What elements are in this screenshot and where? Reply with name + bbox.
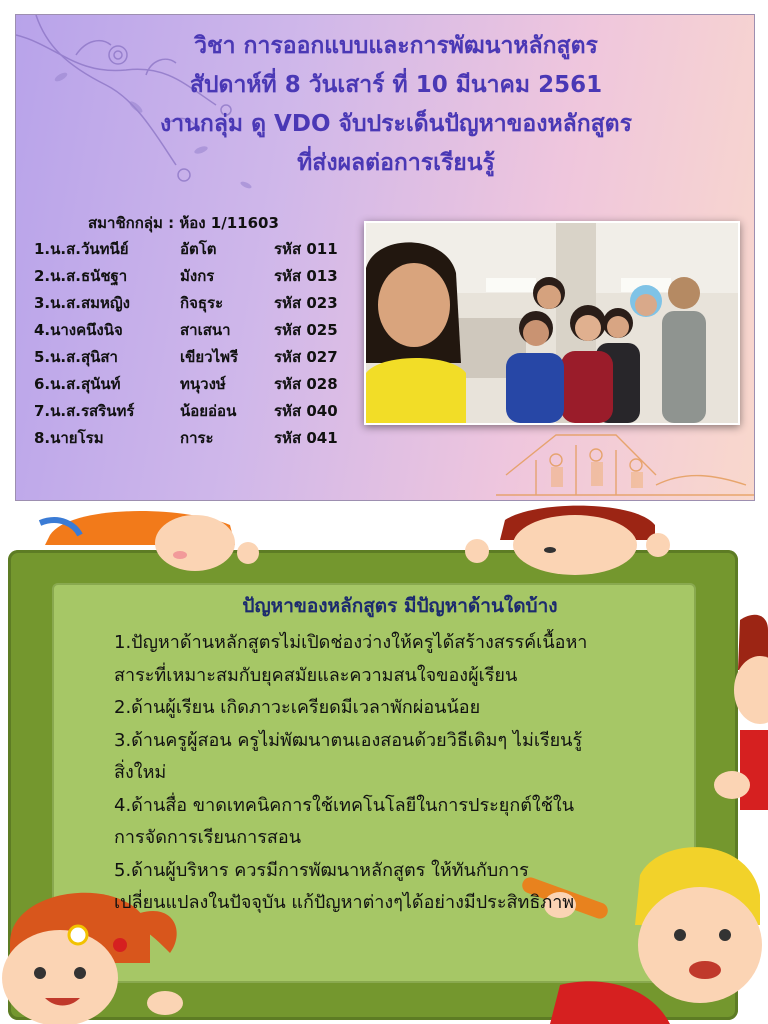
member-surname: อัตโต (180, 240, 217, 258)
page-title (76, 27, 716, 183)
member-row (34, 237, 374, 264)
problem-list (114, 627, 714, 920)
member-row (34, 426, 374, 453)
member-name: 5.น.ส.สุนิสา (34, 348, 118, 366)
problem-line: เปลี่ยนแปลงในปัจจุบัน แก้ปัญหาต่างๆได้อย่างมีประสิทธิภาพ (114, 892, 575, 913)
group-photo (364, 221, 740, 425)
member-surname: การะ (180, 429, 214, 447)
member-name: 6.น.ส.สุนันท์ (34, 375, 121, 393)
problem-line: 3.ด้านครูผู้สอน ครูไม่พัฒนาตนเองสอนด้วยวิธีเดิมๆ ไม่เรียนรู้ (114, 729, 583, 751)
problem-line: 2.ด้านผู้เรียน เกิดภาวะเครียดมีเวลาพักผ่อนน้อย (114, 697, 481, 718)
title-line: วิชา การออกแบบและการพัฒนาหลักสูตร (194, 33, 598, 59)
member-name: 2.น.ส.ธนัชฐา (34, 267, 128, 285)
member-name: 4.นางคนึงนิจ (34, 321, 123, 339)
problem-board (0, 505, 768, 1024)
title-line: งานกลุ่ม ดู VDO จับประเด็นปัญหาของหลักสูตร (160, 111, 632, 137)
member-row (34, 264, 374, 291)
problem-line: สาระที่เหมาะสมกับยุคสมัยและความสนใจของผู้เรียน (114, 664, 518, 686)
member-code: รหัส 025 (274, 321, 338, 339)
member-list (34, 237, 374, 453)
member-surname: ทนุวงษ์ (180, 375, 226, 393)
member-name: 1.น.ส.วันทนีย์ (34, 240, 129, 258)
member-code: รหัส 040 (274, 402, 338, 420)
member-row (34, 318, 374, 345)
member-code: รหัส 023 (274, 294, 338, 312)
problem-line: สิ่งใหม่ (114, 762, 167, 783)
header-card (15, 14, 755, 501)
problem-line: 1.ปัญหาด้านหลักสูตรไม่เปิดช่องว่างให้ครูได้สร้างสรรค์เนื้อหา (114, 632, 588, 653)
member-name: 7.น.ส.รสรินทร์ (34, 402, 135, 420)
cartoon-kid-left-top (30, 505, 270, 575)
group-photo-illustration (366, 223, 738, 423)
member-code: รหัส 011 (274, 240, 338, 258)
member-row (34, 372, 374, 399)
member-row (34, 345, 374, 372)
members-heading: สมาชิกกลุ่ม : ห้อง 1/11603 (88, 214, 279, 232)
member-code: รหัส 027 (274, 348, 338, 366)
problem-line: 4.ด้านสื่อ ขาดเทคนิคการใช้เทคโนโลยีในการประยุกต์ใช้ใน (114, 794, 575, 816)
cartoon-kid-right-edge (710, 610, 768, 830)
member-surname: กิจธุระ (180, 294, 224, 312)
member-name: 8.นายโรม (34, 429, 104, 447)
member-code: รหัส 028 (274, 375, 338, 393)
member-surname: น้อยอ่อน (180, 402, 237, 420)
board-heading: ปัญหาของหลักสูตร มีปัญหาด้านใดบ้าง (242, 595, 558, 617)
member-surname: สาเสนา (180, 321, 231, 339)
member-code: รหัส 041 (274, 429, 338, 447)
problem-line: 5.ด้านผู้บริหาร ควรมีการพัฒนาหลักสูตร ให้ทันกับการ (114, 859, 529, 881)
member-surname: มังกร (180, 267, 215, 285)
member-row (34, 291, 374, 318)
member-name: 3.น.ส.สมหญิง (34, 294, 130, 312)
problem-line: การจัดการเรียนการสอน (114, 827, 302, 848)
member-row (34, 399, 374, 426)
member-surname: เขียวไพรี (180, 348, 239, 366)
classroom-sketch-decoration (496, 415, 755, 500)
cartoon-kid-right-top (455, 505, 685, 575)
title-line: ที่ส่งผลต่อการเรียนรู้ (297, 150, 495, 176)
member-code: รหัส 013 (274, 267, 338, 285)
title-line: สัปดาห์ที่ 8 วันเสาร์ ที่ 10 มีนาคม 2561 (189, 72, 603, 98)
